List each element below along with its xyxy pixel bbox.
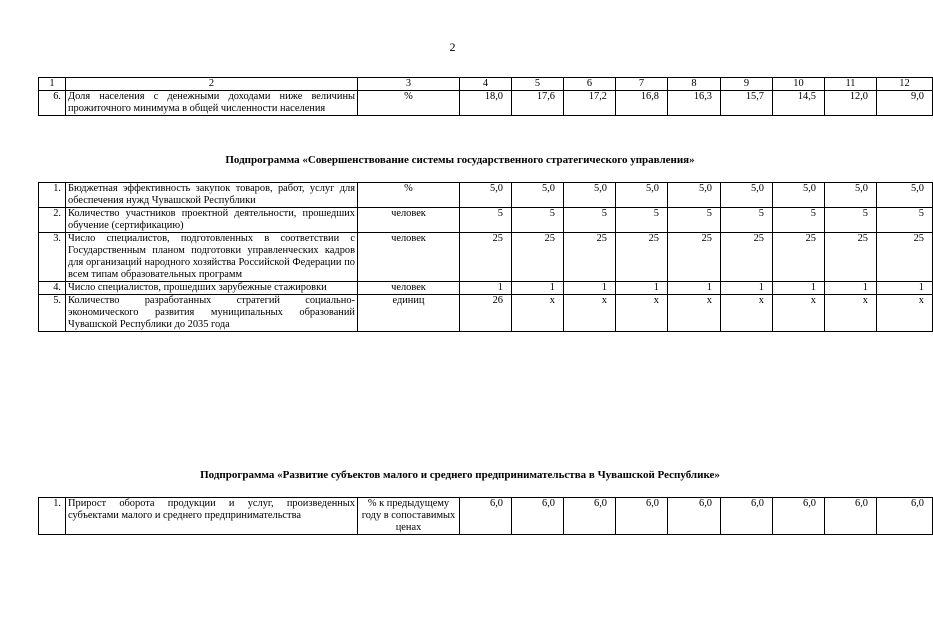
indicator-value: 14,5 bbox=[773, 91, 825, 116]
indicator-value: 26 bbox=[460, 295, 512, 332]
indicator-value: 6,0 bbox=[825, 498, 877, 535]
indicator-value: 1 bbox=[460, 282, 512, 295]
indicator-value: 5,0 bbox=[564, 183, 616, 208]
indicator-value: 5 bbox=[564, 208, 616, 233]
column-number-cell: 6 bbox=[564, 78, 616, 91]
indicator-value: 17,6 bbox=[512, 91, 564, 116]
row-number: 1. bbox=[39, 183, 66, 208]
column-number-cell: 2 bbox=[66, 78, 358, 91]
indicator-value: 25 bbox=[668, 233, 721, 282]
column-number-cell: 4 bbox=[460, 78, 512, 91]
indicator-row bbox=[39, 282, 933, 295]
indicator-value: x bbox=[721, 295, 773, 332]
indicator-row bbox=[39, 233, 933, 282]
indicator-value: x bbox=[825, 295, 877, 332]
indicator-value: 5 bbox=[512, 208, 564, 233]
column-number-header-row bbox=[39, 78, 933, 91]
column-number-cell: 7 bbox=[616, 78, 668, 91]
indicator-value: 25 bbox=[825, 233, 877, 282]
row-number: 5. bbox=[39, 295, 66, 332]
row-number: 3. bbox=[39, 233, 66, 282]
indicator-row bbox=[39, 183, 933, 208]
indicator-value: 1 bbox=[877, 282, 933, 295]
unit-of-measure: человек bbox=[358, 208, 460, 233]
indicator-value: 1 bbox=[616, 282, 668, 295]
indicator-value: x bbox=[668, 295, 721, 332]
indicator-value: 5 bbox=[773, 208, 825, 233]
indicator-value: 5,0 bbox=[616, 183, 668, 208]
indicator-value: 5,0 bbox=[512, 183, 564, 208]
unit-of-measure: человек bbox=[358, 282, 460, 295]
indicator-value: 1 bbox=[721, 282, 773, 295]
indicator-name: Число специалистов, прошедших зарубежные стажировки bbox=[66, 282, 358, 295]
indicator-value: 25 bbox=[564, 233, 616, 282]
indicator-name: Число специалистов, подготовленных в соответствии с Государственным планом подготовки управленческих кадров для организаций народного хозяйства Российской Федерации по всем типам образовательных программ bbox=[66, 233, 358, 282]
indicator-value: 15,7 bbox=[721, 91, 773, 116]
indicator-row bbox=[39, 208, 933, 233]
indicator-value: 5,0 bbox=[460, 183, 512, 208]
column-number-cell: 11 bbox=[825, 78, 877, 91]
unit-of-measure: человек bbox=[358, 233, 460, 282]
column-number-cell: 1 bbox=[39, 78, 66, 91]
indicator-value: 5 bbox=[721, 208, 773, 233]
unit-of-measure: % bbox=[358, 183, 460, 208]
indicator-value: 5 bbox=[877, 208, 933, 233]
indicator-value: 25 bbox=[616, 233, 668, 282]
indicator-value: 1 bbox=[773, 282, 825, 295]
indicator-value: 5,0 bbox=[825, 183, 877, 208]
indicator-value: 16,8 bbox=[616, 91, 668, 116]
indicator-value: 6,0 bbox=[877, 498, 933, 535]
indicator-name: Прирост оборота продукции и услуг, произведенных субъектами малого и среднего предпринимательства bbox=[66, 498, 358, 535]
subprogram-heading: Подпрограмма «Совершенствование системы государственного стратегического управления» bbox=[225, 154, 695, 166]
indicator-value: 25 bbox=[721, 233, 773, 282]
indicator-name: Доля населения с денежными доходами ниже величины прожиточного минимума в общей численности населения bbox=[66, 91, 358, 116]
indicator-value: 18,0 bbox=[460, 91, 512, 116]
indicator-value: 5,0 bbox=[668, 183, 721, 208]
column-number-cell: 9 bbox=[721, 78, 773, 91]
page-number: 2 bbox=[449, 40, 456, 54]
column-number-cell: 3 bbox=[358, 78, 460, 91]
indicator-value: 6,0 bbox=[512, 498, 564, 535]
unit-of-measure: % bbox=[358, 91, 460, 116]
column-number-cell: 12 bbox=[877, 78, 933, 91]
indicator-value: 5,0 bbox=[721, 183, 773, 208]
indicator-name: Бюджетная эффективность закупок товаров, работ, услуг для обеспечения нужд Чувашской Республики bbox=[66, 183, 358, 208]
indicator-value: 5 bbox=[825, 208, 877, 233]
row-number: 6. bbox=[39, 91, 66, 116]
indicator-value: 25 bbox=[460, 233, 512, 282]
indicator-name: Количество разработанных стратегий социально-экономического развития муниципальных образований Чувашской Республики до 2035 года bbox=[66, 295, 358, 332]
indicator-value: 1 bbox=[512, 282, 564, 295]
indicator-value: 5 bbox=[460, 208, 512, 233]
subprogram-heading: Подпрограмма «Развитие субъектов малого и среднего предпринимательства в Чувашской Республике» bbox=[200, 469, 720, 481]
column-number-cell: 10 bbox=[773, 78, 825, 91]
unit-of-measure: единиц bbox=[358, 295, 460, 332]
indicator-value: 25 bbox=[512, 233, 564, 282]
indicator-value: x bbox=[773, 295, 825, 332]
indicator-value: 6,0 bbox=[564, 498, 616, 535]
indicators-table-small-business bbox=[38, 497, 933, 535]
indicator-value: 1 bbox=[668, 282, 721, 295]
indicator-value: 6,0 bbox=[460, 498, 512, 535]
indicators-table-main bbox=[38, 77, 933, 116]
indicator-value: 25 bbox=[773, 233, 825, 282]
indicator-value: 5,0 bbox=[773, 183, 825, 208]
indicator-row bbox=[39, 295, 933, 332]
indicators-table-strategic-management bbox=[38, 182, 933, 332]
indicator-value: 6,0 bbox=[616, 498, 668, 535]
indicator-value: 17,2 bbox=[564, 91, 616, 116]
row-number: 4. bbox=[39, 282, 66, 295]
indicator-name: Количество участников проектной деятельности, прошедших обучение (сертификацию) bbox=[66, 208, 358, 233]
row-number: 2. bbox=[39, 208, 66, 233]
indicator-value: 1 bbox=[825, 282, 877, 295]
indicator-value: x bbox=[616, 295, 668, 332]
indicator-value: 5,0 bbox=[877, 183, 933, 208]
indicator-value: 1 bbox=[564, 282, 616, 295]
indicator-value: 6,0 bbox=[668, 498, 721, 535]
indicator-value: 5 bbox=[668, 208, 721, 233]
indicator-value: 5 bbox=[616, 208, 668, 233]
indicator-row bbox=[39, 91, 933, 116]
indicator-value: x bbox=[512, 295, 564, 332]
indicator-value: x bbox=[564, 295, 616, 332]
row-number: 1. bbox=[39, 498, 66, 535]
indicator-value: x bbox=[877, 295, 933, 332]
indicator-value: 9,0 bbox=[877, 91, 933, 116]
indicator-value: 25 bbox=[877, 233, 933, 282]
indicator-row bbox=[39, 498, 933, 535]
indicator-value: 6,0 bbox=[721, 498, 773, 535]
indicator-value: 12,0 bbox=[825, 91, 877, 116]
unit-of-measure: % к предыдущему году в сопоставимых ценах bbox=[358, 498, 460, 535]
column-number-cell: 5 bbox=[512, 78, 564, 91]
indicator-value: 16,3 bbox=[668, 91, 721, 116]
indicator-value: 6,0 bbox=[773, 498, 825, 535]
column-number-cell: 8 bbox=[668, 78, 721, 91]
